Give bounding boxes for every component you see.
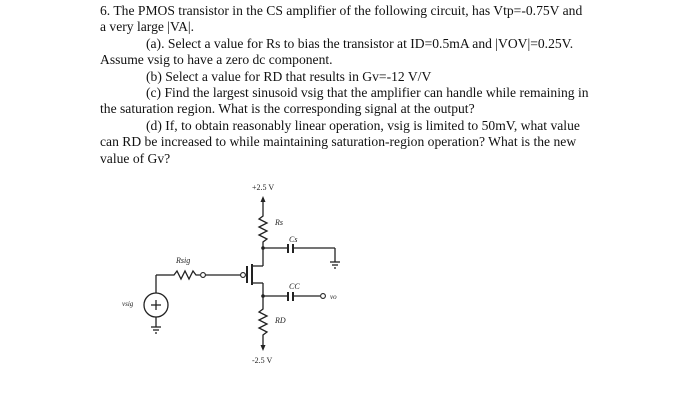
rd-label: RD — [275, 316, 286, 325]
part-d-line: value of Gv? — [100, 150, 171, 166]
part-a-line: Assume vsig to have a zero dc component. — [100, 52, 333, 68]
pmos-transistor — [224, 262, 263, 292]
problem-line: 6. The PMOS transistor in the CS amplifier of the following circuit, has Vtp=-0.75V and — [100, 3, 583, 18]
rd-resistor — [259, 305, 267, 345]
rsig-resistor — [170, 271, 200, 279]
cc-capacitor — [288, 292, 320, 301]
part-a-line: (a). Select a value for Rs to bias the transistor at ID=0.5mA and |VOV|=0.25V. — [146, 35, 574, 51]
rs-label: Rs — [275, 218, 283, 227]
vsig-source — [144, 275, 170, 333]
rsig-terminal — [201, 273, 206, 278]
part-c-line: (c) Find the largest sinusoid vsig that the amplifier can handle while remaining in — [146, 85, 589, 101]
cs-capacitor — [288, 244, 335, 253]
part-c-line: the saturation region. What is the corresponding signal at the output? — [100, 101, 475, 117]
vdd-arrow — [261, 196, 266, 213]
vsig-label: vsig — [122, 300, 134, 308]
rs-resistor — [259, 213, 267, 248]
rsig-label: Rsig — [176, 256, 191, 265]
vss-arrow — [261, 345, 266, 351]
vo-label: vo — [330, 293, 337, 301]
part-b-line: (b) Select a value for RD that results in Gv=-12 V/V — [146, 68, 432, 84]
vdd-label: +2.5 V — [252, 183, 275, 192]
part-d-line: can RD be increased to while maintaining saturation-region operation? What is the new — [100, 134, 577, 150]
ground-symbol — [330, 248, 340, 268]
cs-label: Cs — [289, 235, 298, 244]
output-terminal — [321, 294, 326, 299]
vss-label: -2.5 V — [252, 356, 273, 365]
part-d-line: (d) If, to obtain reasonably linear operation, vsig is limited to 50mV, what value — [146, 117, 580, 133]
cc-label: CC — [289, 282, 300, 291]
problem-line: a very large |VA|. — [100, 19, 195, 35]
